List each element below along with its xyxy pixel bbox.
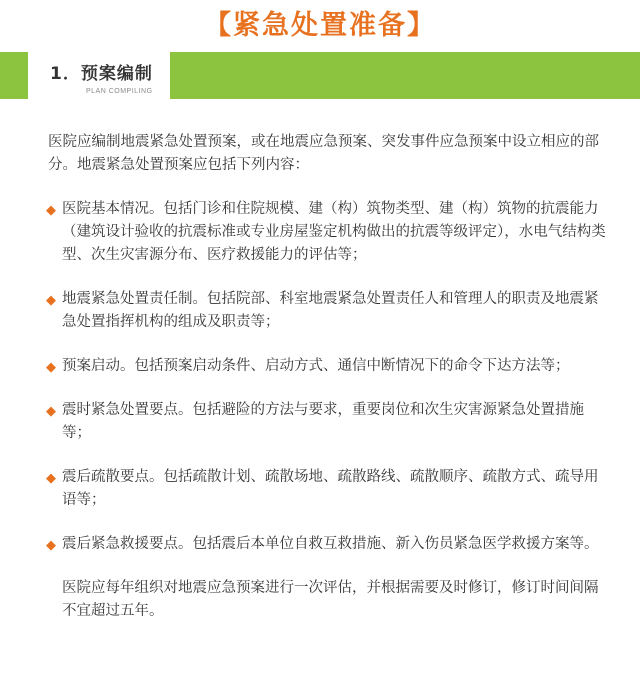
list-item — [48, 355, 608, 378]
diamond-bullet-icon: ◆ — [46, 538, 56, 553]
section-subtitle: PLAN COMPILING — [86, 88, 153, 95]
list-item-text: 地震紧急处置责任制。包括院部、科室地震紧急处置责任人和管理人的职责及地震紧急处置指挥机构的组成及职责等； — [62, 291, 599, 330]
section-title: 1．预案编制 — [50, 64, 153, 84]
list-item — [48, 466, 608, 512]
section-header — [28, 52, 170, 106]
diamond-bullet-icon: ◆ — [46, 360, 56, 375]
content-body — [48, 131, 608, 623]
diamond-bullet-icon: ◆ — [46, 203, 56, 218]
list-item-text: 医院基本情况。包括门诊和住院规模、建（构）筑物类型、建（构）筑物的抗震能力（建筑设计验收的抗震标准或专业房屋鉴定机构做出的抗震等级评定），水电气结构类型、次生灾害源分布、医疗救援能力的评估等； — [62, 201, 606, 263]
closing-paragraph: 医院应每年组织对地震应急预案进行一次评估，并根据需要及时修订，修订时间间隔不宜超过五年。 — [62, 580, 599, 619]
list-item-text: 震时紧急处置要点。包括避险的方法与要求，重要岗位和次生灾害源紧急处置措施等； — [62, 402, 584, 441]
list-item — [48, 198, 608, 267]
list-item-text: 预案启动。包括预案启动条件、启动方式、通信中断情况下的命令下达方法等； — [62, 358, 570, 374]
diamond-bullet-icon: ◆ — [46, 471, 56, 486]
list-item — [48, 533, 608, 556]
list-item — [48, 399, 608, 445]
diamond-bullet-icon: ◆ — [46, 404, 56, 419]
diamond-bullet-icon: ◆ — [46, 293, 56, 308]
list-item — [48, 288, 608, 334]
intro-paragraph: 医院应编制地震紧急处置预案，或在地震应急预案、突发事件应急预案中设立相应的部分。地震紧急处置预案应包括下列内容： — [48, 134, 599, 173]
list-item-text: 震后疏散要点。包括疏散计划、疏散场地、疏散路线、疏散顺序、疏散方式、疏导用语等； — [62, 469, 599, 508]
page-title: 【紧急处置准备】 — [204, 10, 436, 41]
list-item-text: 震后紧急救援要点。包括震后本单位自救互救措施、新入伤员紧急医学救援方案等。 — [62, 536, 599, 552]
